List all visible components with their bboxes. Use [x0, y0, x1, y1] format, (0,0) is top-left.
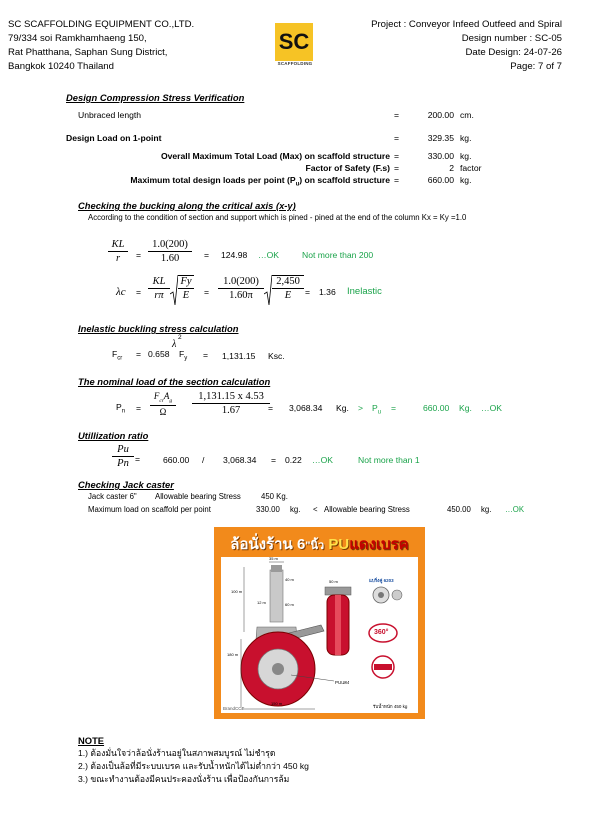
caster-stem-top	[271, 565, 282, 572]
caster-product-image	[214, 527, 425, 719]
pn-result: 3,068.34	[289, 403, 323, 413]
buckling-eq-1: =	[136, 250, 142, 260]
pn-symbol: $P_n$	[116, 402, 126, 415]
note-item-1: 1.) ต้องมั่นใจว่าล้อนั่งร้านอยู่ในสภาพสมบูรณ์ ไม่ชำรุด	[78, 748, 276, 758]
dim-50: 50 m	[329, 579, 338, 584]
slenderness-result: 124.98	[221, 250, 248, 260]
jack-line-1c: 450 Kg.	[261, 492, 288, 501]
sqrt-fy-e-values: 2,450 E	[264, 274, 304, 306]
max-load-eq: =	[394, 151, 400, 161]
lambda-values-fraction: $\frac{1.0(200)}{1.60\pi}$	[218, 276, 264, 301]
page-number: Page: 7 of 7	[510, 61, 562, 72]
jack-line-2a: Maximum load on scaffold per point	[88, 505, 211, 514]
caster-title: ล้อนั่งร้าน 6"นิ้ว PUแดงเบรค	[230, 536, 409, 553]
pn-gt: >	[358, 403, 364, 413]
util-limit: Not more than 1	[358, 455, 420, 465]
max-load-value: 330.00	[427, 151, 454, 161]
lambda-eq-1: =	[136, 287, 142, 297]
section-heading-nominal: The nominal load of the section calculation	[78, 376, 271, 387]
fs-unit: factor	[460, 163, 482, 173]
pu-over-pn: $\frac{Pu}{Pn}$	[112, 444, 134, 469]
pu-compare-value: 660.00	[423, 403, 450, 413]
load-label: รับน้ำหนัก 450 kg	[373, 704, 408, 709]
max-load-label: Overall Maximum Total Load (Max) on scaffold structure	[160, 151, 390, 161]
jack-line-2-lt: <	[313, 505, 318, 514]
util-slash: /	[202, 455, 205, 465]
fcr-symbol: $F_{cr}$	[112, 349, 123, 362]
unbraced-unit: cm.	[460, 110, 474, 120]
jack-line-2-unit2: kg.	[481, 505, 492, 514]
pu-label: Maximum total design loads per point $(P_u)$ on scaffold structure	[130, 175, 390, 188]
project-title: Project : Conveyor Infeed Outfeed and Spiral	[371, 19, 562, 30]
max-load-unit: kg.	[460, 151, 472, 161]
fcr-unit: Ksc.	[268, 351, 285, 361]
fcr-ag-over-omega: $F_{cr}A_g$ Ω	[150, 391, 176, 417]
fcr-exponent-lambda: λ	[172, 339, 177, 350]
kl-over-rpi: $\frac{KL}{r\pi}$	[148, 276, 170, 301]
design-load-label: Design Load on 1-point	[66, 133, 162, 143]
note-item-2: 2.) ต้องเป็นล้อที่มีระบบเบรค และรับน้ำหนักได้ไม่ต่ำกว่า 450 kg	[78, 761, 309, 771]
slenderness-limit: Not more than 200	[302, 250, 374, 260]
design-number: Design number : SC-05	[461, 33, 562, 44]
nominal-ok: …OK	[481, 403, 503, 413]
buckling-eq-2: =	[204, 250, 210, 260]
pu-compare-unit: Kg.	[459, 403, 472, 413]
fcr-exponent-2: 2	[178, 334, 182, 341]
pn-values-fraction: $\frac{1,131.15 x 4.53}{1.67}$	[192, 391, 270, 416]
unbraced-value: 200.00	[427, 110, 454, 120]
company-logo	[270, 23, 320, 67]
jack-line-2-value: 330.00	[256, 505, 280, 514]
pu-value: 660.00	[427, 175, 454, 185]
company-address-3: Bangkok 10240 Thailand	[8, 61, 114, 72]
dim-35: 35 m	[269, 556, 278, 561]
fcr-result: 1,131.15	[222, 351, 256, 361]
pu-eq-2: =	[391, 403, 397, 413]
section-heading-utilization: Utillization ratio	[78, 430, 149, 441]
logo-text: SC	[278, 29, 310, 54]
unbraced-eq: =	[394, 110, 400, 120]
note-item-3: 3.) ขณะทำงานต้องมีคนประคองนั่งร้าน เพื่อป้องกันการล้ม	[78, 774, 290, 784]
fs-value: 2	[449, 163, 454, 173]
fy-symbol: $F_y$	[179, 349, 188, 362]
pu-symbol: $P_u$	[372, 403, 382, 416]
jack-line-2b: Allowable bearing Stress	[324, 505, 410, 514]
design-load-unit: kg.	[460, 133, 472, 143]
jack-ok: …OK	[505, 505, 525, 514]
design-load-eq: =	[394, 133, 400, 143]
fcr-base: 0.658	[148, 349, 170, 359]
section-heading-buckling: Checking the bucking along the critical axis (x-y)	[78, 200, 296, 211]
kl-over-r-values: $\frac{1.0(200)}{1.60}$	[148, 239, 192, 264]
lambda-eq-2: =	[204, 287, 210, 297]
company-name: SC SCAFFOLDING EQUIPMENT CO.,LTD.	[8, 19, 195, 30]
company-address-1: 79/334 soi Ramkhamhaeng 150,	[8, 33, 147, 44]
unbraced-label: Unbraced length	[78, 110, 142, 120]
pn-eq-2: =	[268, 403, 274, 413]
lambda-status: Inelastic	[347, 286, 382, 297]
bearing-label: แบริ่งคู่ 6203	[369, 578, 394, 583]
util-ok: …OK	[312, 455, 334, 465]
fcr-eq: =	[136, 349, 142, 359]
util-ratio: 0.22	[285, 455, 302, 465]
design-load-value: 329.35	[427, 133, 454, 143]
pu-red-label: PUแดง	[335, 680, 350, 685]
company-address-2: Rat Phatthana, Saphan Sung District,	[8, 47, 168, 58]
date-design: Date Design: 24-07-26	[465, 47, 562, 58]
pu-unit: kg.	[460, 175, 472, 185]
pu-eq: =	[394, 175, 400, 185]
caster-drawing-panel	[221, 557, 418, 713]
section-heading-jack: Checking Jack caster	[78, 479, 174, 490]
section-heading-compression: Design Compression Stress Verification	[66, 92, 245, 103]
slenderness-ok: …OK	[258, 250, 280, 260]
fcr-eq-2: =	[203, 350, 209, 360]
caster-stem	[270, 570, 283, 622]
pn-eq: =	[136, 403, 142, 413]
dim-40: 40 m	[285, 577, 294, 582]
jack-line-1b: Allowable bearing Stress	[155, 492, 241, 501]
pn-unit: Kg.	[336, 403, 349, 413]
lambda-c: λc	[116, 286, 126, 298]
logo-subtext: SCAFFOLDING	[277, 61, 313, 66]
util-pu-value: 660.00	[163, 455, 190, 465]
fs-eq: =	[394, 163, 400, 173]
dim-150: 150 m	[271, 701, 283, 706]
kl-over-r: $\frac{KL}{r}$	[108, 239, 128, 264]
dim-12: 12 m	[257, 600, 266, 605]
util-pn-value: 3,068.34	[223, 455, 257, 465]
jack-line-1a: Jack caster 6"	[88, 492, 137, 501]
rotation-label: 360°	[374, 629, 389, 636]
section-heading-inelastic: Inelastic buckling stress calculation	[78, 323, 239, 334]
dim-180: 180 m	[227, 652, 239, 657]
lambda-result: 1.36	[319, 287, 336, 297]
jack-line-2-value2: 450.00	[447, 505, 471, 514]
brand-label: BrandCCT	[223, 706, 245, 711]
dim-60: 60 m	[285, 602, 294, 607]
jack-line-2-unit: kg.	[290, 505, 301, 514]
util-eq-2: =	[271, 455, 277, 465]
dim-100: 100 m	[231, 589, 243, 594]
lambda-eq-3: =	[305, 287, 311, 297]
caster-side-bracket	[325, 587, 351, 595]
util-eq: =	[135, 454, 141, 464]
note-heading: NOTE	[78, 735, 105, 746]
fs-label: Factor of Safety (F.s)	[305, 163, 390, 173]
sqrt-fy-e: Fy E	[170, 274, 194, 306]
buckling-note: According to the condition of section and support which is pined - pined at the end of the column Kx = Ky =1.0	[88, 213, 467, 222]
